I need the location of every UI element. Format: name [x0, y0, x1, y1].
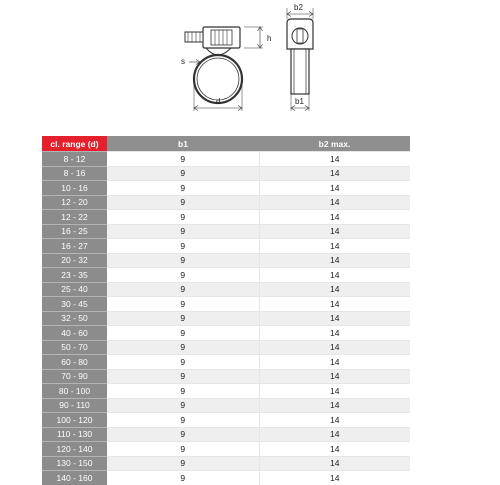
cell-b1: 9 [107, 282, 259, 297]
side-view [287, 8, 313, 111]
cell-b1: 9 [107, 253, 259, 268]
cell-b2-max: 14 [259, 456, 410, 471]
cell-b1: 9 [107, 181, 259, 196]
table-row [42, 456, 410, 471]
cell-clamping-range: 8 - 12 [42, 152, 107, 167]
cell-b1: 9 [107, 152, 259, 167]
table-row [42, 195, 410, 210]
table-row [42, 355, 410, 370]
table-row [42, 181, 410, 196]
header-b1: b1 [107, 136, 259, 152]
cell-clamping-range: 30 - 45 [42, 297, 107, 312]
cell-b2-max: 14 [259, 355, 410, 370]
cell-clamping-range: 25 - 40 [42, 282, 107, 297]
cell-b2-max: 14 [259, 369, 410, 384]
cell-b2-max: 14 [259, 398, 410, 413]
cell-b1: 9 [107, 442, 259, 457]
cell-b1: 9 [107, 355, 259, 370]
cell-clamping-range: 100 - 120 [42, 413, 107, 428]
cell-b1: 9 [107, 268, 259, 283]
cell-b2-max: 14 [259, 311, 410, 326]
cell-b2-max: 14 [259, 195, 410, 210]
cell-b1: 9 [107, 413, 259, 428]
cell-clamping-range: 70 - 90 [42, 369, 107, 384]
cell-clamping-range: 8 - 16 [42, 166, 107, 181]
cell-clamping-range: 50 - 70 [42, 340, 107, 355]
table-row [42, 413, 410, 428]
table-row [42, 282, 410, 297]
dimension-label-s: s [181, 57, 185, 66]
cell-b2-max: 14 [259, 181, 410, 196]
table-row [42, 297, 410, 312]
table-row [42, 239, 410, 254]
dimension-label-b2: b2 [294, 3, 303, 12]
hose-clamp-technical-drawing [0, 0, 500, 130]
front-view [185, 27, 263, 111]
cell-clamping-range: 16 - 27 [42, 239, 107, 254]
table-row [42, 340, 410, 355]
cell-b2-max: 14 [259, 471, 410, 485]
header-clamping-range: cl. range (d) [42, 136, 107, 152]
cell-b2-max: 14 [259, 297, 410, 312]
cell-clamping-range: 10 - 16 [42, 181, 107, 196]
cell-b2-max: 14 [259, 152, 410, 167]
cell-b2-max: 14 [259, 442, 410, 457]
cell-clamping-range: 130 - 150 [42, 456, 107, 471]
cell-b1: 9 [107, 311, 259, 326]
cell-b2-max: 14 [259, 340, 410, 355]
cell-b2-max: 14 [259, 239, 410, 254]
cell-b2-max: 14 [259, 427, 410, 442]
table-row [42, 152, 410, 167]
cell-b1: 9 [107, 239, 259, 254]
table-header [42, 136, 410, 152]
cell-clamping-range: 20 - 32 [42, 253, 107, 268]
cell-clamping-range: 140 - 160 [42, 471, 107, 485]
cell-b2-max: 14 [259, 413, 410, 428]
table-row [42, 268, 410, 283]
cell-clamping-range: 80 - 100 [42, 384, 107, 399]
table-body [42, 152, 410, 485]
cell-clamping-range: 120 - 140 [42, 442, 107, 457]
clamp-dimensions-table [42, 136, 410, 485]
cell-b1: 9 [107, 456, 259, 471]
dimension-label-b1: b1 [295, 97, 304, 106]
cell-clamping-range: 90 - 110 [42, 398, 107, 413]
cell-b1: 9 [107, 210, 259, 225]
cell-b1: 9 [107, 166, 259, 181]
cell-b1: 9 [107, 384, 259, 399]
header-b2-max: b2 max. [259, 136, 410, 152]
cell-b1: 9 [107, 427, 259, 442]
table-row [42, 384, 410, 399]
cell-clamping-range: 110 - 130 [42, 427, 107, 442]
cell-b1: 9 [107, 297, 259, 312]
table-row [42, 326, 410, 341]
table-row [42, 427, 410, 442]
cell-b2-max: 14 [259, 253, 410, 268]
table-row [42, 166, 410, 181]
cell-clamping-range: 23 - 35 [42, 268, 107, 283]
cell-b1: 9 [107, 224, 259, 239]
cell-clamping-range: 60 - 80 [42, 355, 107, 370]
cell-b2-max: 14 [259, 268, 410, 283]
table-row [42, 253, 410, 268]
cell-b2-max: 14 [259, 224, 410, 239]
table-row [42, 224, 410, 239]
cell-b1: 9 [107, 340, 259, 355]
cell-clamping-range: 16 - 25 [42, 224, 107, 239]
table-row [42, 442, 410, 457]
cell-b1: 9 [107, 326, 259, 341]
cell-b1: 9 [107, 471, 259, 485]
cell-clamping-range: 12 - 22 [42, 210, 107, 225]
cell-b2-max: 14 [259, 166, 410, 181]
cell-b1: 9 [107, 369, 259, 384]
cell-b1: 9 [107, 195, 259, 210]
table-row [42, 398, 410, 413]
cell-b2-max: 14 [259, 210, 410, 225]
dimension-label-d: d [216, 97, 221, 106]
cell-b2-max: 14 [259, 282, 410, 297]
header-row [42, 136, 410, 152]
cell-clamping-range: 32 - 50 [42, 311, 107, 326]
table-row [42, 210, 410, 225]
table-row [42, 311, 410, 326]
dimension-label-h: h [267, 34, 272, 43]
cell-clamping-range: 12 - 20 [42, 195, 107, 210]
cell-b2-max: 14 [259, 384, 410, 399]
cell-clamping-range: 40 - 60 [42, 326, 107, 341]
cell-b1: 9 [107, 398, 259, 413]
table-row [42, 369, 410, 384]
cell-b2-max: 14 [259, 326, 410, 341]
